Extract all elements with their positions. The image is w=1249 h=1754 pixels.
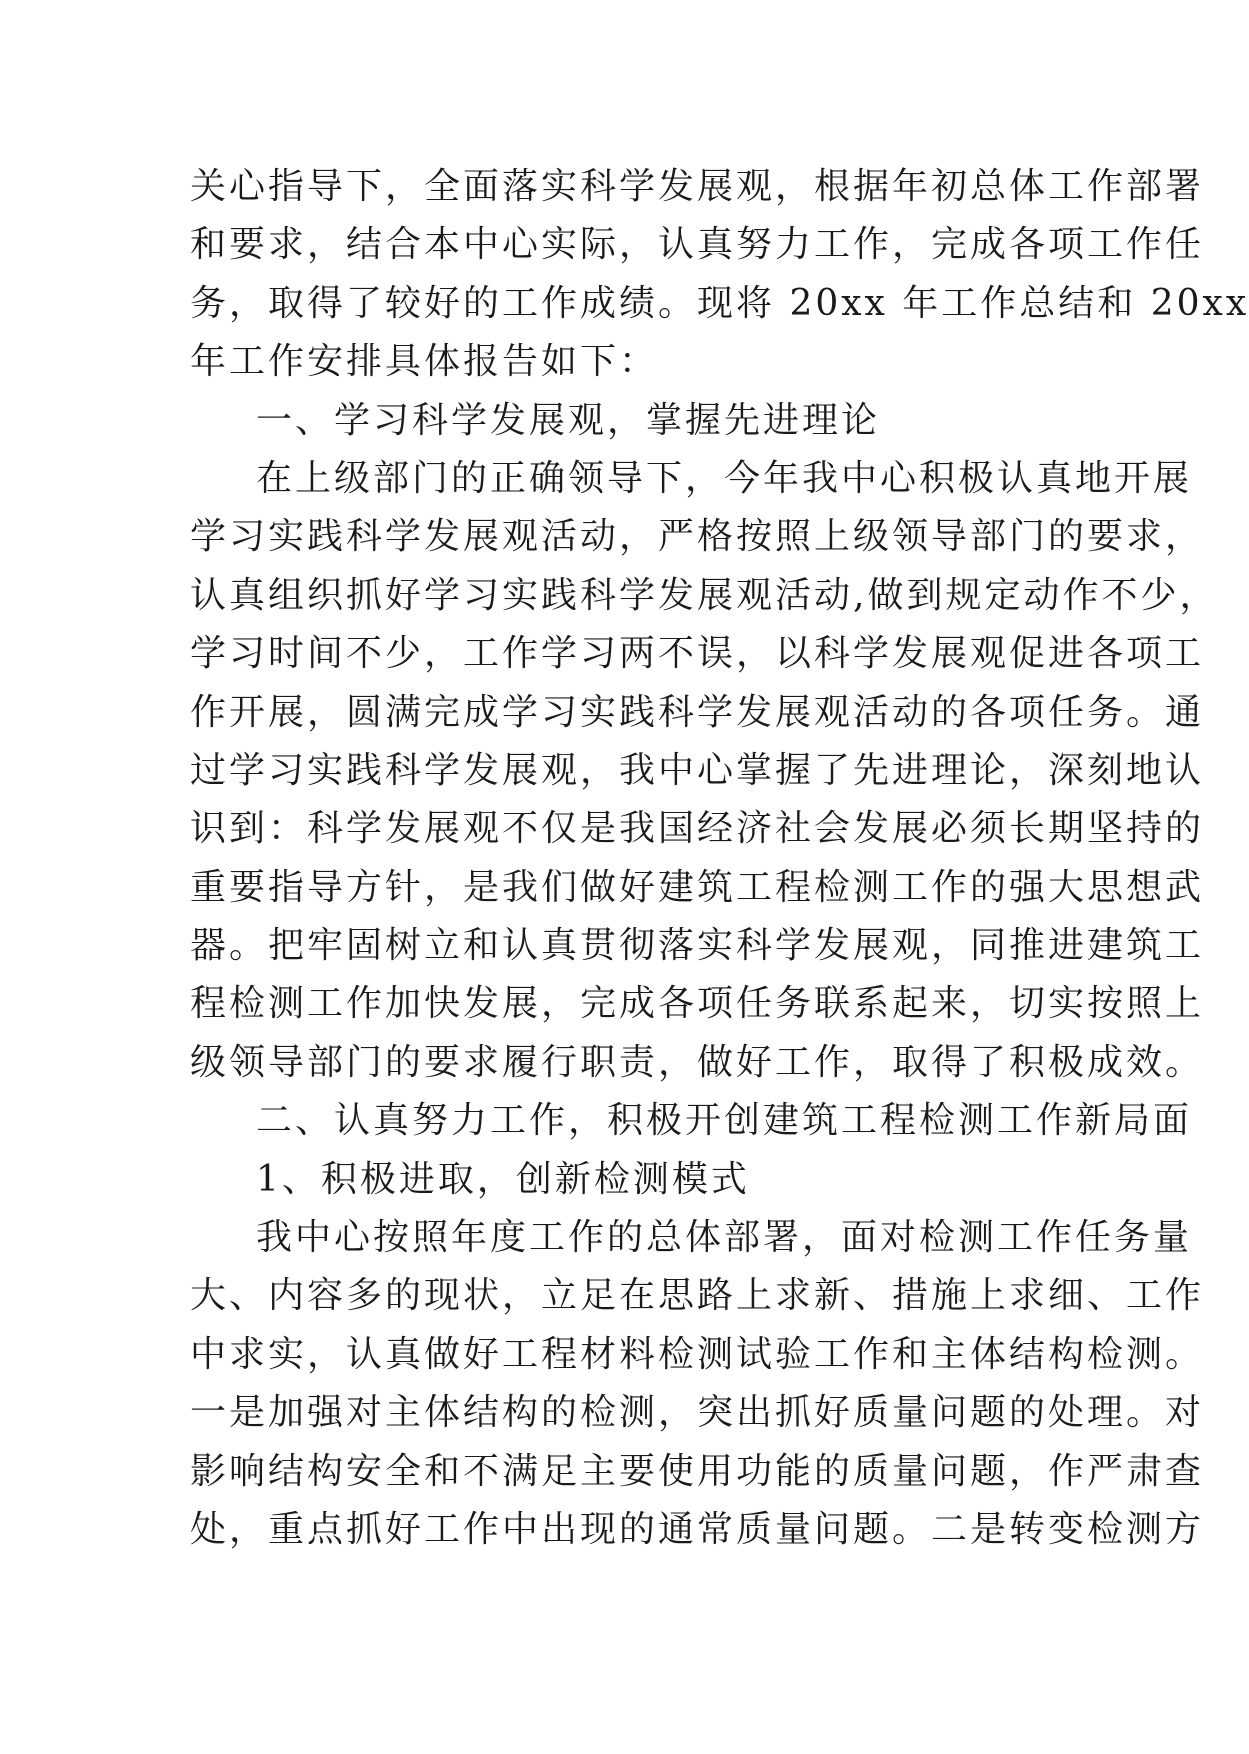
body-text xyxy=(190,158,1249,1559)
text-line: 重要指导方针，是我们做好建筑工程检测工作的强大思想武 xyxy=(190,866,1205,908)
text-line: 我中心按照年度工作的总体部署，面对检测工作任务量 xyxy=(256,1217,1193,1259)
text-line: 年工作安排具体报告如下： xyxy=(190,341,659,383)
text-line: 大、内容多的现状，立足在思路上求新、措施上求细、工作 xyxy=(190,1275,1205,1317)
text-line: 一是加强对主体结构的检测，突出抓好质量问题的处理。对 xyxy=(190,1392,1205,1434)
text-line: 学习实践科学发展观活动，严格按照上级领导部门的要求， xyxy=(190,516,1205,558)
text-line: 学习时间不少，工作学习两不误，以科学发展观促进各项工 xyxy=(190,633,1205,675)
text-line: 作开展，圆满完成学习实践科学发展观活动的各项任务。通 xyxy=(190,691,1205,733)
text-line: 关心指导下，全面落实科学发展观，根据年初总体工作部署 xyxy=(190,166,1205,207)
text-line: 识到：科学发展观不仅是我国经济社会发展必须长期坚持的 xyxy=(190,808,1205,850)
text-line: 中求实，认真做好工程材料检测试验工作和主体结构检测。 xyxy=(190,1333,1205,1375)
text-line: 在上级部门的正确领导下，今年我中心积极认真地开展 xyxy=(256,457,1193,499)
text-line: 影响结构安全和不满足主要使用功能的质量问题，作严肃查 xyxy=(190,1450,1205,1492)
text-line: 处，重点抓好工作中出现的通常质量问题。二是转变检测方 xyxy=(190,1508,1205,1550)
text-line: 务，取得了较好的工作成绩。现将 20xx 年工作总结和 20xx xyxy=(190,282,1249,324)
text-line: 认真组织抓好学习实践科学发展观活动,做到规定动作不少， xyxy=(190,574,1219,616)
subsection-heading: 1、积极进取，创新检测模式 xyxy=(256,1158,750,1200)
section-heading: 二、认真努力工作，积极开创建筑工程检测工作新局面 xyxy=(256,1100,1193,1142)
text-line: 和要求，结合本中心实际，认真努力工作，完成各项工作任 xyxy=(190,224,1205,266)
text-line: 过学习实践科学发展观，我中心掌握了先进理论，深刻地认 xyxy=(190,749,1205,791)
text-line: 器。把牢固树立和认真贯彻落实科学发展观，同推进建筑工 xyxy=(190,925,1205,967)
text-line: 程检测工作加快发展，完成各项任务联系起来，切实按照上 xyxy=(190,983,1205,1025)
text-line: 级领导部门的要求履行职责，做好工作，取得了积极成效。 xyxy=(190,1041,1205,1083)
section-heading: 一、学习科学发展观，掌握先进理论 xyxy=(256,399,881,441)
